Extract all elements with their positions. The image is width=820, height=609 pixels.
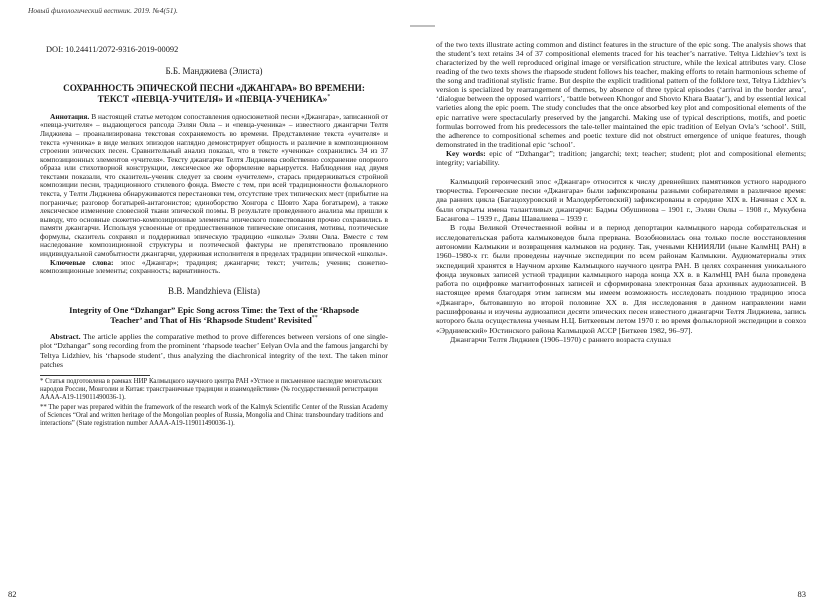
keywords-en-text: epic of “Dzhangar”; tradition; jangarchi; text; teacher; student; plot and compositional elements; integrity; variability. — [436, 148, 806, 167]
body-paragraph-2: В годы Великой Отечественной войны и в период депортации калмыцкого народа собирательская и исследовательская работа калмыковедов была прервана. Возобновилась она только после восстановления автономии Калмыкии и возвращения калмыков на родину. Так, учеными КНИИЯЛИ (ныне КалмНЦ РАН) в 1960–1980-х гг. были проведены научные экспедиции по всем районам Калмыкии. Аудиоматериалы этих экспедиций хранятся в Научном архиве Калмыцкого научного центра РАН. В целях сохранения уникального фонда звуковых записей устной традиции калмыцкого народа конца XX в. в КалмНЦ РАН была проведена работа по оцифровке магнитофонных записей и сформирована электронная база архивных аудиозаписей. В настоящее время благодаря этим записям мы имеем возможность исследовать позднюю традицию эпоса «Джангар», бытовавшую во второй половине XX в. Для исследования в данном направлении нами расшифрованы и изучены аудиозаписи десяти эпических песен известного джангарчи Телтя Лиджиева, запись которого была осуществлена ученым Н.Ц. Биткеевым летом 1970 г. во время фольклорной экспедиции в совхоз «Эрдниевский» Юстинского района Калмыцкой АССР [Биткеев 1982, 96–97]. — [436, 223, 806, 335]
title-ru — [50, 83, 378, 105]
title-ru-text: СОХРАННОСТЬ ЭПИЧЕСКОЙ ПЕСНИ «ДЖАНГАРА» ВО ВРЕМЕНИ: ТЕКСТ «ПЕВЦА-УЧИТЕЛЯ» И «ПЕВЦА-УЧЕНИКА» — [63, 83, 365, 104]
title-ru-footnote-mark: * — [327, 93, 331, 100]
abstract-ru — [40, 113, 388, 259]
author-en: B.B. Mandzhieva (Elista) — [168, 285, 260, 296]
footnote-2: ** The paper was prepared within the framework of the research work of the Kalmyk Scientific Center of the Russian Academy of Sciences “Oral and written heritage of the Mongolian peoples of Russia, Mongolia and China: transboundary traditions and interactions” (State registration number АААА-А19-119011490036-1). — [40, 403, 388, 427]
right-page — [410, 0, 820, 609]
page-number-left: 82 — [8, 589, 17, 599]
footnote-divider — [40, 375, 150, 376]
footnote-1: * Статья подготовлена в рамках НИР Калмыцкого научного центра РАН «Устное и письменное наследие монгольских народов России, Монголии и Китая: трансграничные традиции и взаимодействия» (№ государственной регистрации АААА-А19-119011490036-1). — [40, 377, 382, 401]
abstract-en-label: Abstract. — [50, 332, 81, 342]
body-paragraph-3: Джангарчи Телтя Лиджиев (1906–1970) с раннего возраста слушал — [450, 334, 671, 344]
left-column — [40, 38, 388, 428]
abstract-ru-label: Аннотация. — [50, 111, 90, 121]
title-en-text: Integrity of One “Dzhangar” Epic Song across Time: the Text of the ‘Rhapsode Teacher’ and That of His ‘Rhapsode Student’ Revisited — [69, 304, 359, 326]
right-column — [436, 40, 806, 344]
abstract-ru-text: В настоящей статье методом сопоставления односюжетной песни «Джангара», записанной от «певца-учителя» – выдающегося рапсода Ээлян Овла – и «певца-ученика» – известного джангарчи Телтя Лиджиева – проанализирована текстовая сохраняемость во времени. Представление текста «учителя» и текста «ученика» в виде мелких эпизодов наглядно демонстрирует общность и различие в композиционном строении эпических песен. Сравнительный анализ показал, что в тексте «ученика» сохранились 34 из 37 композиционных элементов «учителя». Тексту джангарчи Телтя Лиджиева свойственно сохранение опорного образа или стихотворной конструкции, лексическое же оформление варьируется. Наблюдения над двумя текстами показали, что сказитель-ученик следует за своим «учителем», старась придерживаться стройной композиции песни, традиционного стилевого фонда. Вместе с тем, при всей традиционности фольклорного текста, у Телти Лиджиева обнаруживаются перестановки тем, отсутствие трех типических мест (прибытие на пограничье; разговор богатырей-антагонистов; единоборство Хонгора с Шовто Хара богатырем), а также лексическое изменение словесной ткани эпической поэмы. В результате проведенного анализа мы пришли к выводу, что основные сюжетно-композиционные элементы эпического повествования прочно сохранились в памяти джангарчи. Используя усвоенные от предшественников типические описания, мотивы, поэтические формулы, сказитель сохранял и поддерживал эпическую традицию «школы» Ээлян Овла. Вместе с тем наследование композиционной структуры и поэтической фактуры не препятствовало проявлению индивидуальной самобытности джангарчи, удерживая исполнителя в пределах традиции эпической «школы». — [40, 111, 388, 259]
abstract-en-continued: of the two texts illustrate acting common and distinct features in the structure of the epic song. The analysis shows that the student’s text retains 34 of 37 compositional elements traced for his teacher’s narrative. Teltya Lidzhiev’s text is characterized by the well reproduced original image or versification structure, while the lexical attributes vary. Close reading of the two texts shows the rhapsode student follows his teacher, making efforts to retain harmonious scheme of the song and traditional stylistic frame. But despite the explicit traditional pattern of the folklore text, Teltya Lidzhiev’s version is specialized by rearrangement of themes, by absence of three typical episodes (‘arrival in the border area’, ‘dialogue between the opposed warriors’, ‘battle between Khongor and Shovto Khara Baatar’), and by essential lexical varieties along the epic poem. The study concludes that the once absorbed key plot and compositional elements of the epic narrative were spectacularly preserved by the jangarchi. Making use of typical descriptions, motifs, and poetic formulas borrowed from his predecessors the tale-teller maintained the epic tradition of Eelyan Ovla’s ‘school’. Still, the adherence to compositional schemes and poetic texture did not obstruct emergence of unique features, though demonstrated in the traditional epic ‘school’. — [436, 40, 806, 149]
body-paragraph-1: Калмыцкий героический эпос «Джангар» относится к числу древнейших памятников устного народного творчества. Героические песни «Джангара» были зафиксированы разными собирателями в различное время: два ранних цикла (Багацохуровский и Малодербетовский) зафиксированы в середине XIX в. Начиная с XX в. были открыты имена талантливых джангарчи: Бадмы Обушинова – 1901 г., Ээлян Овлы – 1908 г., Мукубена Басангова – 1939 г., Давы Шавалиева – 1939 г. — [436, 176, 806, 224]
page-number-right: 83 — [797, 589, 806, 599]
title-en-footnote-mark: ** — [311, 315, 318, 322]
title-en — [52, 305, 376, 326]
ornament-divider — [410, 21, 435, 31]
section-spacer — [436, 167, 806, 177]
abstract-en — [40, 332, 388, 368]
keywords-en-label: Key words: — [446, 148, 486, 158]
journal-header: Новый филологический вестник. 2019. №4(51). — [28, 6, 178, 15]
keywords-en — [436, 149, 806, 167]
abstract-en-text: The article applies the comparative method to prove differences between versions of one single-plot “Dzhangar” song recording from the prominent ‘rhapsode teacher’ Eelyan Ovla and the famous jangarchi by Teltya Lidzhiev, his ‘rhapsode student’, thus analyzing the diachronical integrity of the text. The taken minor patches — [40, 332, 388, 369]
author-ru: Б.Б. Манджиева (Элиста) — [165, 66, 263, 76]
keywords-ru-label: Ключевые слова: — [50, 257, 114, 267]
keywords-ru — [40, 259, 388, 276]
keywords-ru-text: эпос «Джангар»; традиция; джангарчи; текст; учитель; ученик; сюжетно-композиционные элементы; сохранность; вариативность. — [40, 257, 389, 276]
doi: DOI: 10.24411/2072-9316-2019-00092 — [46, 45, 179, 54]
